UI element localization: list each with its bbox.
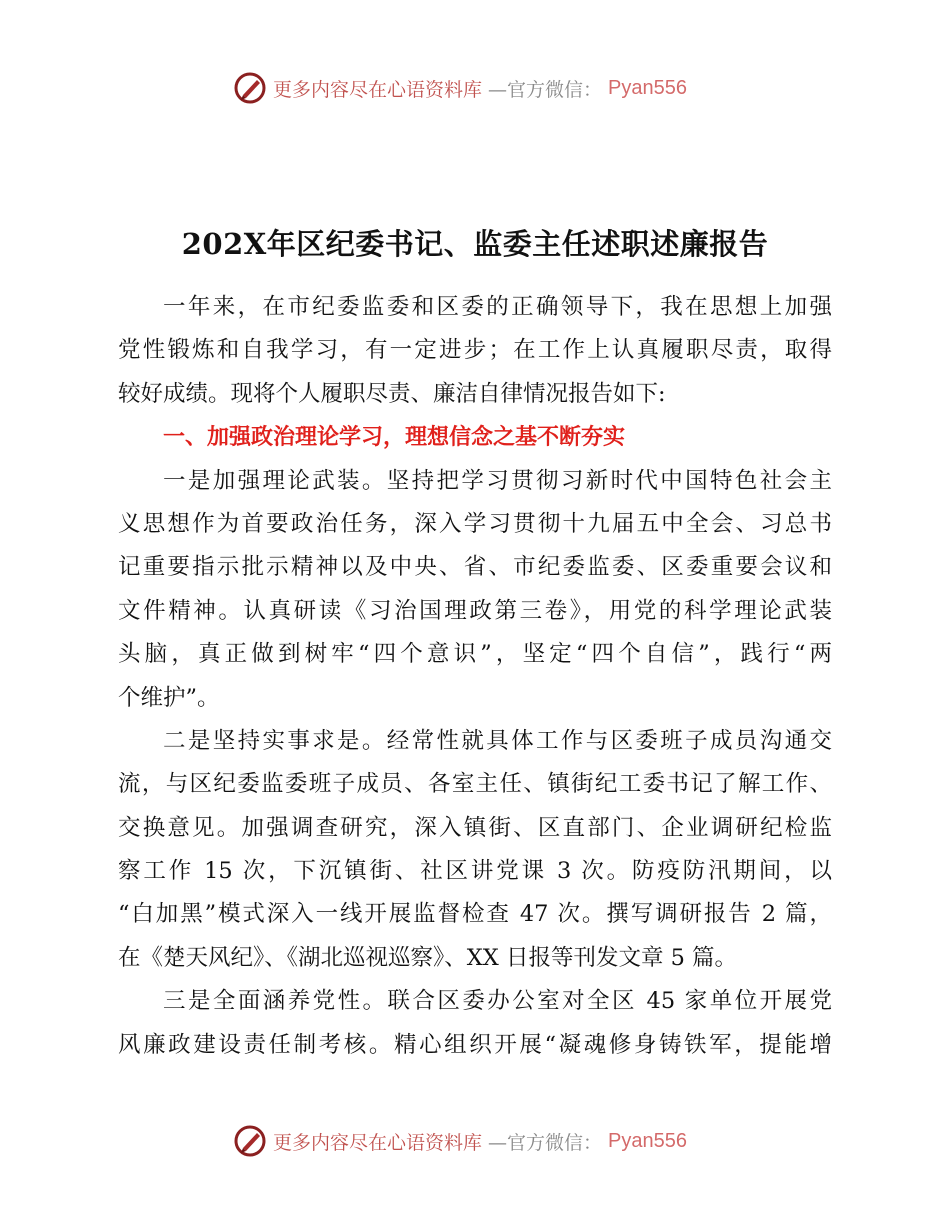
watermark-footer <box>233 1124 687 1158</box>
document-body <box>118 286 832 1067</box>
text-line: 一年来，在市纪委监委和区委的正确领导下，我在思想上加强 <box>163 294 832 320</box>
pen-logo-icon <box>233 1124 267 1158</box>
text-line: “白加黑”模式深入一线开展监督检查 47 次。撰写调研报告 2 篇， <box>118 901 832 928</box>
watermark-separator: —官方微信： <box>488 1131 603 1154</box>
watermark-header <box>233 71 687 105</box>
text-line: 交换意见。加强调查研究，深入镇街、区直部门、企业调研纪检监 <box>118 814 832 841</box>
text-line: 文件精神。认真研读《习治国理政第三卷》，用党的科学理论武装 <box>118 597 832 624</box>
text-line: 在《楚天风纪》、《湖北巡视巡察》、XX 日报等刊发文章 5 篇。 <box>118 944 738 971</box>
watermark-text: 更多内容尽在心语资料库 <box>273 78 483 101</box>
watermark-wechat-id: Pyan556 <box>608 76 687 99</box>
text-line: 二是坚持实事求是。经常性就具体工作与区委班子成员沟通交 <box>163 727 832 754</box>
section-heading: 一、加强政治理论学习，理想信念之基不断夯实 <box>163 425 626 451</box>
text-line: 察工作 15 次，下沉镇街、社区讲党课 3 次。防疫防汛期间，以 <box>118 858 832 885</box>
watermark-text: 更多内容尽在心语资料库 <box>273 1131 483 1154</box>
text-line: 头脑，真正做到树牢“四个意识”，坚定“四个自信”，践行“两 <box>118 641 832 668</box>
text-line: 义思想作为首要政治任务，深入学习贯彻十九届五中全会、习总书 <box>118 510 832 537</box>
text-line: 三是全面涵养党性。联合区委办公室对全区 45 家单位开展党 <box>163 988 832 1015</box>
pen-logo-icon <box>233 71 267 105</box>
text-line: 党性锻炼和自我学习，有一定进步；在工作上认真履职尽责，取得 <box>118 337 832 364</box>
text-line: 一是加强理论武装。坚持把学习贯彻习新时代中国特色社会主 <box>163 467 832 494</box>
watermark-wechat-id: Pyan556 <box>608 1129 687 1152</box>
document-title: 202X年区纪委书记、监委主任述职述廉报告 <box>181 227 769 261</box>
text-line: 风廉政建设责任制考核。精心组织开展“凝魂修身铸铁军，提能增 <box>118 1031 832 1058</box>
text-line: 记重要指示批示精神以及中央、省、市纪委监委、区委重要会议和 <box>118 554 832 581</box>
watermark-separator: —官方微信： <box>488 78 603 101</box>
text-line: 较好成绩。现将个人履职尽责、廉洁自律情况报告如下: <box>118 380 666 407</box>
text-line: 流，与区纪委监委班子成员、各室主任、镇街纪工委书记了解工作、 <box>118 771 832 798</box>
text-line: 个维护”。 <box>118 684 220 711</box>
